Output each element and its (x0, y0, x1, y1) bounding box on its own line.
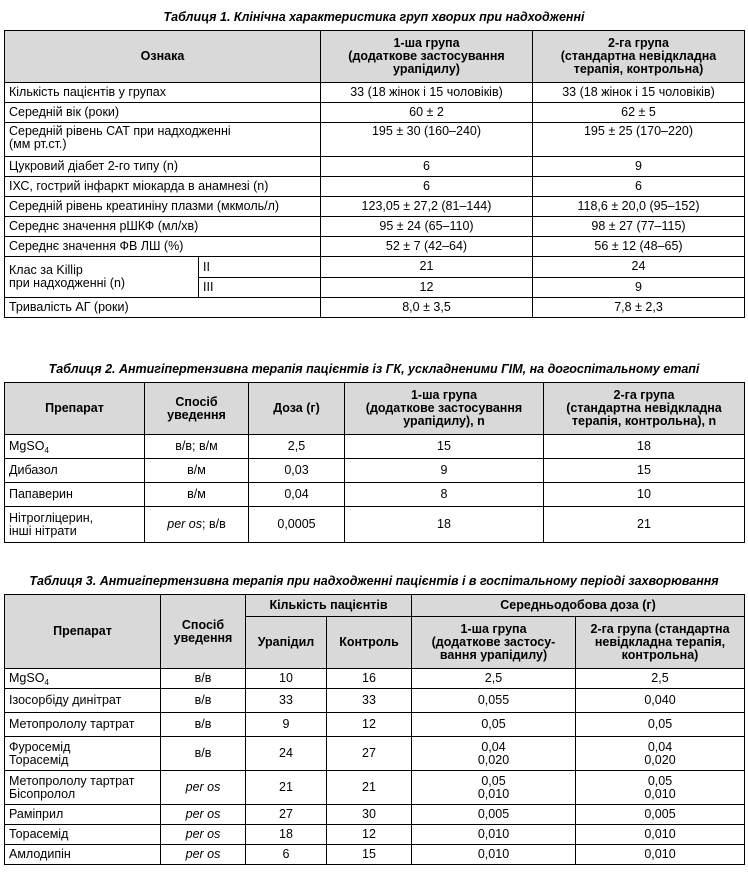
drug-text: MgSO (9, 439, 45, 453)
route (145, 507, 249, 543)
cell-group-1: 195 ± 30 (160–240) (321, 123, 533, 157)
dose-group-2: 0,05 (576, 713, 745, 737)
table-row (5, 507, 745, 543)
dose-group-2: 0,010 (576, 825, 745, 845)
route: per os (161, 805, 246, 825)
drug-name: Дибазол (5, 459, 145, 483)
count-urapidil: 10 (246, 669, 327, 689)
drug-name: Нітрогліцерин, інші нітрати (5, 507, 145, 543)
count-group-2: 10 (544, 483, 745, 507)
table-row (5, 157, 745, 177)
table-row (5, 459, 745, 483)
cell-group-1: 8,0 ± 3,5 (321, 298, 533, 318)
row-label: Цукровий діабет 2-го типу (n) (5, 157, 321, 177)
killip-class-3: III (203, 280, 214, 294)
route: per os (161, 771, 246, 805)
count-control: 30 (327, 805, 412, 825)
column-header-group-2 (533, 31, 745, 83)
dose-group-1: 0,05 0,010 (412, 771, 576, 805)
table-row (5, 483, 745, 507)
table-row (5, 771, 745, 805)
dose-group-1: 0,055 (412, 689, 576, 713)
table-row (5, 435, 745, 459)
column-header-control (327, 617, 412, 669)
dose-group-1: 0,05 (412, 713, 576, 737)
count-group-1: 9 (345, 459, 544, 483)
count-urapidil: 24 (246, 737, 327, 771)
dose-group-1: 0,010 (412, 825, 576, 845)
drug-name: Папаверин (5, 483, 145, 507)
dose: 2,5 (249, 435, 345, 459)
count-group-1: 15 (345, 435, 544, 459)
count-control: 12 (327, 713, 412, 737)
header-text: Контроль (339, 635, 399, 649)
header-text: Ознака (140, 49, 185, 63)
table-row (5, 197, 745, 217)
header-text: Доза (г) (273, 401, 320, 415)
drug-name: Метопрололу тартрат (5, 713, 161, 737)
header-text: Препарат (45, 401, 104, 415)
row-label: Середній вік (роки) (5, 103, 321, 123)
header-text: Препарат (53, 624, 112, 638)
row-label: Середнє значення ФВ ЛШ (%) (5, 237, 321, 257)
dose: 0,04 (249, 483, 345, 507)
cell-group-1: 33 (18 жінок і 15 чоловіків) (321, 83, 533, 103)
route: в/в (161, 737, 246, 771)
table-row (5, 737, 745, 771)
cell-group-1: 6 (321, 177, 533, 197)
count-urapidil: 6 (246, 845, 327, 865)
row-label: Кількість пацієнтів у групах (5, 83, 321, 103)
drug-name (5, 669, 161, 689)
dose-group-2: 0,04 0,020 (576, 737, 745, 771)
drug-name: Торасемід (5, 825, 161, 845)
cell-group-2: 195 ± 25 (170–220) (533, 123, 745, 157)
table-row (5, 669, 745, 689)
table-row (5, 298, 745, 318)
cell-group-2: 118,6 ± 20,0 (95–152) (533, 197, 745, 217)
column-header-group-1 (321, 31, 533, 83)
column-header-daily-dose (412, 595, 745, 617)
count-group-2: 15 (544, 459, 745, 483)
table-3-hospital-therapy (4, 594, 745, 865)
column-header-group-1 (412, 617, 576, 669)
dose-group-2: 0,05 0,010 (576, 771, 745, 805)
table-1-clinical-characteristics (4, 30, 745, 318)
header-text: Середньодобова доза (г) (500, 598, 656, 612)
row-label: Середній рівень креатиніну плазми (мкмоль/л) (5, 197, 321, 217)
subscript: 4 (44, 446, 49, 455)
table-2-caption: Таблиця 2. Антигіпертензивна терапія пацієнтів із ГК, ускладненими ГІМ, на догоспітальному етапі (48, 362, 700, 376)
column-header-drug (5, 383, 145, 435)
table-row (5, 177, 745, 197)
count-group-2: 21 (544, 507, 745, 543)
table-row (5, 217, 745, 237)
drug-name: Фуросемід Торасемід (5, 737, 161, 771)
header-text: Урапідил (257, 635, 315, 649)
row-label: Середнє значення рШКФ (мл/хв) (5, 217, 321, 237)
row-label: Середній рівень САТ при надходженні (мм рт.ст.) (5, 123, 321, 157)
count-group-1: 8 (345, 483, 544, 507)
drug-text: MgSO (9, 671, 45, 685)
dose: 0,0005 (249, 507, 345, 543)
cell-group-1: 6 (321, 157, 533, 177)
cell-group-2: 62 ± 5 (533, 103, 745, 123)
dose-group-1: 0,04 0,020 (412, 737, 576, 771)
cell-group-1: 21 (321, 257, 533, 278)
cell-group-1: 52 ± 7 (42–64) (321, 237, 533, 257)
header-text: Спосіб уведення (167, 394, 226, 422)
table-1-caption: Таблиця 1. Клінічна характеристика груп хворих при надходженні (163, 10, 585, 24)
route: в/м (145, 459, 249, 483)
route: в/в (161, 713, 246, 737)
table-row (5, 805, 745, 825)
dose-group-2: 2,5 (576, 669, 745, 689)
dose-group-1: 0,005 (412, 805, 576, 825)
table-row (5, 845, 745, 865)
route: в/в; в/м (145, 435, 249, 459)
header-text: 1-ша група (додаткове застосу- вання урапідилу) (431, 622, 556, 662)
column-header-drug (5, 595, 161, 669)
drug-name: Амлодипін (5, 845, 161, 865)
column-header-group-2 (576, 617, 745, 669)
count-control: 12 (327, 825, 412, 845)
table-row (5, 237, 745, 257)
cell-group-2: 24 (533, 257, 745, 278)
cell-group-1: 95 ± 24 (65–110) (321, 217, 533, 237)
header-text: 2-га група (стандартна невідкладна терапія, контрольна), n (566, 388, 722, 428)
count-control: 33 (327, 689, 412, 713)
drug-name: Метопрололу тартрат Бісопролол (5, 771, 161, 805)
column-header-group-1 (345, 383, 544, 435)
column-header-route (145, 383, 249, 435)
row-label: ІХС, гострий інфаркт міокарда в анамнезі (n) (5, 177, 321, 197)
column-header-patient-count (246, 595, 412, 617)
table-row (5, 257, 745, 278)
count-control: 27 (327, 737, 412, 771)
count-urapidil: 33 (246, 689, 327, 713)
cell-group-2: 98 ± 27 (77–115) (533, 217, 745, 237)
count-group-1: 18 (345, 507, 544, 543)
column-header-feature (5, 31, 321, 83)
header-text: 2-га група (стандартна невідкладна терапія, контрольна) (560, 36, 717, 76)
header-text: Кількість пацієнтів (269, 598, 388, 612)
table-row (5, 83, 745, 103)
route-italic: per os (167, 517, 203, 531)
count-urapidil: 18 (246, 825, 327, 845)
route: в/м (145, 483, 249, 507)
header-text: 1-ша група (додаткове застосування урапідилу) (348, 36, 505, 76)
subscript: 4 (44, 678, 49, 687)
column-header-dose (249, 383, 345, 435)
route: в/в (161, 689, 246, 713)
header-text: 1-ша група (додаткове застосування урапідилу), n (365, 388, 523, 428)
table-2-prehospital-therapy (4, 382, 745, 543)
table-row (5, 689, 745, 713)
row-label: Тривалість АГ (роки) (5, 298, 321, 318)
count-control: 16 (327, 669, 412, 689)
count-urapidil: 21 (246, 771, 327, 805)
route: per os (161, 825, 246, 845)
dose-group-2: 0,005 (576, 805, 745, 825)
killip-label: Клас за Killip при надходженні (n) (5, 257, 199, 297)
count-control: 15 (327, 845, 412, 865)
table-row (5, 713, 745, 737)
dose-group-1: 2,5 (412, 669, 576, 689)
count-group-2: 18 (544, 435, 745, 459)
route: в/в (161, 669, 246, 689)
header-text: Спосіб уведення (173, 617, 233, 645)
column-header-route (161, 595, 246, 669)
column-header-urapidil (246, 617, 327, 669)
route: per os (161, 845, 246, 865)
table-row (5, 825, 745, 845)
cell-group-2: 9 (533, 277, 745, 298)
drug-name: Раміприл (5, 805, 161, 825)
dose-group-1: 0,010 (412, 845, 576, 865)
route-rest: ; в/в (202, 517, 226, 531)
drug-name: Ізосорбіду динітрат (5, 689, 161, 713)
count-urapidil: 27 (246, 805, 327, 825)
cell-group-2: 7,8 ± 2,3 (533, 298, 745, 318)
killip-class-2: II (199, 257, 320, 278)
count-control: 21 (327, 771, 412, 805)
dose-group-2: 0,010 (576, 845, 745, 865)
table-row (5, 123, 745, 157)
dose-group-2: 0,040 (576, 689, 745, 713)
drug-name (5, 435, 145, 459)
header-text: 2-га група (стандартна невідкладна терапія, контрольна) (590, 622, 730, 662)
cell-group-2: 6 (533, 177, 745, 197)
column-header-group-2 (544, 383, 745, 435)
cell-group-1: 12 (321, 277, 533, 298)
dose: 0,03 (249, 459, 345, 483)
killip-cell (5, 257, 321, 298)
cell-group-2: 9 (533, 157, 745, 177)
table-3-caption: Таблиця 3. Антигіпертензивна терапія при надходженні пацієнтів і в госпітальному періоді захворювання (29, 574, 719, 588)
cell-group-2: 33 (18 жінок і 15 чоловіків) (533, 83, 745, 103)
table-row (5, 103, 745, 123)
cell-group-1: 60 ± 2 (321, 103, 533, 123)
cell-group-2: 56 ± 12 (48–65) (533, 237, 745, 257)
cell-group-1: 123,05 ± 27,2 (81–144) (321, 197, 533, 217)
count-urapidil: 9 (246, 713, 327, 737)
